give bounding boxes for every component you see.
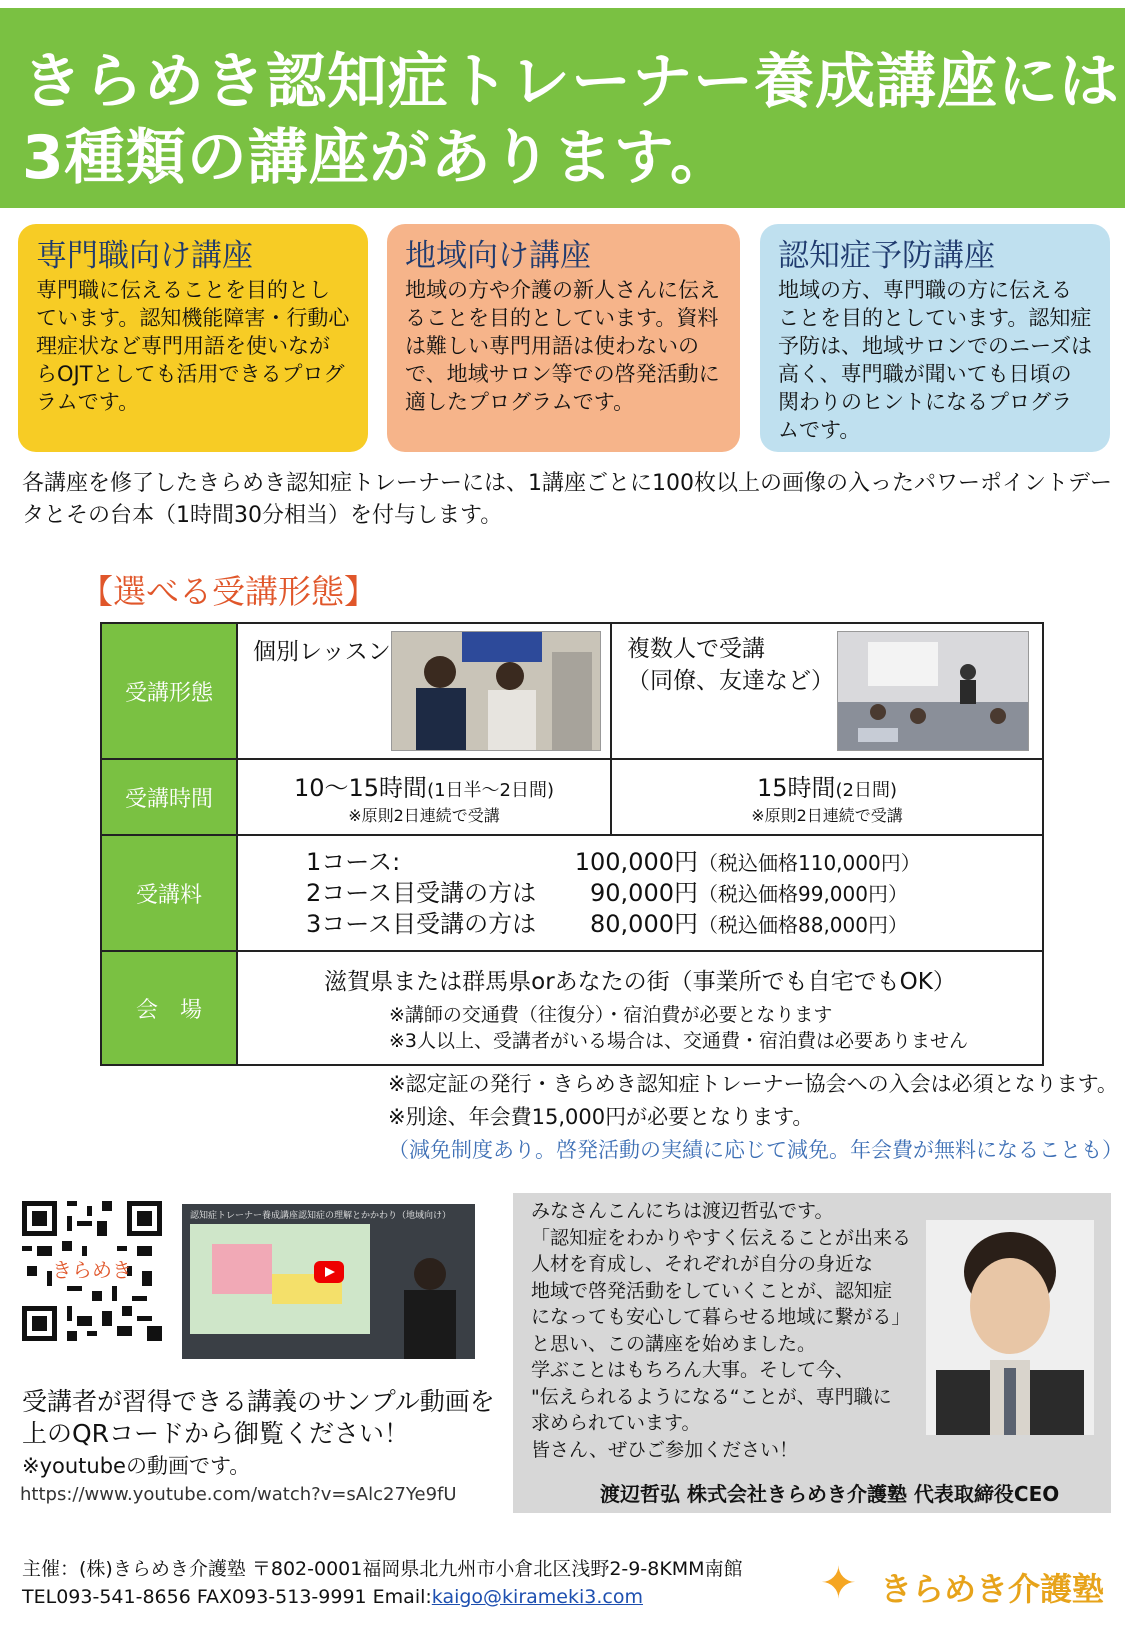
signature: 渡辺哲弘 株式会社きらめき介護塾 代表取締役CEO bbox=[600, 1482, 1060, 1506]
venue-cell bbox=[237, 951, 1043, 1065]
message-line: 人材を育成し、それぞれが自分の身近な bbox=[531, 1253, 874, 1275]
row-label-time: 受講時間 bbox=[101, 759, 237, 835]
fee-price: 100,000円 bbox=[574, 847, 698, 876]
individual-lesson-label: 個別レッスン bbox=[253, 639, 391, 665]
message-line: みなさんこんにちは渡辺哲弘です。 bbox=[531, 1200, 834, 1222]
sample-video-text: 受講者が習得できる講義のサンプル動画を上のQRコードから御覧ください！ bbox=[22, 1387, 495, 1448]
video-title: 認知症トレーナー養成講座認知症の理解とかかわり（地域向け） bbox=[190, 1211, 452, 1221]
time-individual-cell bbox=[237, 759, 611, 835]
course-format-table bbox=[100, 622, 1044, 1066]
group-lesson-label bbox=[627, 633, 834, 697]
message-line: 「認知症をわかりやすく伝えることが出来る bbox=[531, 1226, 912, 1249]
course-description: 地域の方、専門職の方に伝えることを目的としています。認知症予防は、地域サロンでのニーズは高く、専門職が聞いても日頃の関わりのヒントになるプログラムです。 bbox=[778, 278, 1092, 442]
course-card-professional bbox=[18, 224, 368, 452]
venue-main: 滋賀県または群馬県orあなたの街（事業所でも自宅でもOK） bbox=[324, 968, 956, 995]
youtube-note: ※youtubeの動画です。 bbox=[22, 1454, 251, 1478]
venue-note: ※講師の交通費（往復分）・宿泊費が必要となります bbox=[389, 1003, 833, 1026]
time-individual-sub: (1日半～2日間) bbox=[427, 780, 555, 801]
time-group-main: 15時間 bbox=[756, 774, 836, 802]
message-line: 皆さん、ぜひご参加ください！ bbox=[531, 1438, 799, 1461]
group-lesson-cell bbox=[611, 623, 1043, 759]
qr-code[interactable] bbox=[22, 1200, 162, 1342]
table-row bbox=[101, 951, 1043, 1065]
membership-notes bbox=[388, 1068, 1123, 1167]
message-line: になっても安心して暮らせる地域に繋がる」 bbox=[531, 1306, 911, 1328]
fee-label: 1コース: bbox=[306, 847, 401, 876]
portrait-illustration bbox=[926, 1220, 1094, 1435]
sample-video-thumbnail[interactable] bbox=[182, 1204, 475, 1359]
footer-phone-fax: TEL093-541-8656 FAX093-513-9991 Email: bbox=[22, 1586, 432, 1608]
message-line: "伝えられるようになる“ことが、専門職に bbox=[531, 1385, 892, 1408]
individual-lesson-photo bbox=[391, 631, 601, 751]
message-line: 学ぶことはもちろん大事。そして今、 bbox=[531, 1359, 855, 1381]
fee-label: 2コース目受講の方は bbox=[306, 878, 537, 907]
group-lesson-line2: （同僚、友達など） bbox=[627, 668, 834, 694]
course-title: 専門職向け講座 bbox=[36, 238, 253, 274]
note-certification: ※認定証の発行・きらめき認知症トレーナー協会への入会は必須となります。 bbox=[388, 1072, 1118, 1096]
page-title-line2: 3種類の講座があります。 bbox=[22, 123, 731, 193]
time-individual-main: 10～15時間 bbox=[293, 774, 428, 802]
section-title: 【選べる受講形態】 bbox=[80, 572, 377, 611]
lesson-photo-illustration bbox=[392, 632, 600, 750]
email-link[interactable]: kaigo@kirameki3.com bbox=[431, 1586, 643, 1608]
brand-logo bbox=[820, 1556, 1115, 1616]
course-title: 認知症予防講座 bbox=[778, 238, 995, 274]
sparkle-icon: ✦ bbox=[820, 1558, 857, 1609]
fee-price: 90,000円 bbox=[590, 878, 698, 907]
row-label-fee: 受講料 bbox=[101, 835, 237, 951]
time-individual bbox=[239, 768, 609, 803]
venue-notes bbox=[239, 1002, 1041, 1054]
course-description: 専門職に伝えることを目的としています。認知機能障害・行動心理症状など専門用語を使いながらOJTとしても活用できるプログラムです。 bbox=[36, 278, 350, 414]
venue-note: ※3人以上、受講者がいる場合は、交通費・宿泊費は必要ありません bbox=[389, 1029, 969, 1052]
fee-tax: （税込価格99,000円） bbox=[698, 881, 908, 906]
time-individual-note: ※原則2日連続で受講 bbox=[348, 806, 500, 825]
table-row bbox=[101, 759, 1043, 835]
page-title bbox=[22, 44, 1120, 196]
header-banner bbox=[0, 8, 1125, 208]
time-group bbox=[613, 768, 1041, 803]
fee-tax: （税込価格110,000円） bbox=[698, 850, 921, 875]
row-label-form: 受講形態 bbox=[101, 623, 237, 759]
logo-text: きらめき介護塾 bbox=[880, 1570, 1105, 1608]
footer-contact bbox=[22, 1583, 743, 1611]
time-group-cell bbox=[611, 759, 1043, 835]
page-title-line1: きらめき認知症トレーナー養成講座には bbox=[22, 47, 1120, 117]
course-card-community bbox=[387, 224, 740, 452]
message-text bbox=[531, 1198, 931, 1463]
qr-label: きらめき bbox=[52, 1258, 132, 1282]
row-label-venue: 会 場 bbox=[101, 951, 237, 1065]
fee-line bbox=[306, 878, 1041, 909]
fee-label: 3コース目受講の方は bbox=[306, 909, 537, 938]
group-lesson-photo bbox=[837, 631, 1029, 751]
fee-tax: （税込価格88,000円） bbox=[698, 912, 908, 937]
course-description: 地域の方や介護の新人さんに伝えることを目的としています。資料は難しい専門用語は使わないので、地域サロン等での啓発活動に適したプログラムです。 bbox=[405, 278, 720, 414]
note-annual-fee: ※別途、年会費15,000円が必要となります。 bbox=[388, 1105, 814, 1129]
table-row bbox=[101, 835, 1043, 951]
footer bbox=[22, 1555, 743, 1611]
course-card-prevention bbox=[760, 224, 1110, 452]
fee-line bbox=[306, 909, 1041, 940]
time-group-note: ※原則2日連続で受講 bbox=[751, 806, 903, 825]
message-line: 求められています。 bbox=[531, 1412, 701, 1434]
fee-line bbox=[306, 847, 1041, 878]
message-line: 地域で啓発活動をしていくことが、認知症 bbox=[531, 1279, 893, 1302]
footer-organizer: 主催：(株)きらめき介護塾 〒802-0001福岡県北九州市小倉北区浅野2-9-8KMM南館 bbox=[22, 1558, 743, 1580]
play-icon[interactable] bbox=[314, 1261, 344, 1283]
intro-paragraph: 各講座を修了したきらめき認知症トレーナーには、1講座ごとに100枚以上の画像の入ったパワーポイントデータとその台本（1時間30分相当）を付与します。 bbox=[22, 471, 1112, 528]
presenter-portrait bbox=[926, 1220, 1094, 1435]
course-title: 地域向け講座 bbox=[405, 238, 591, 274]
note-reduction: （減免制度あり。啓発活動の実績に応じて減免。年会費が無料になることも） bbox=[388, 1138, 1123, 1162]
time-group-sub: (2日間) bbox=[835, 780, 898, 801]
message-line: と思い、この講座を始めました。 bbox=[531, 1332, 817, 1355]
table-row bbox=[101, 623, 1043, 759]
video-url-link[interactable]: https://www.youtube.com/watch?v=sAlc27Ye9fU bbox=[20, 1484, 457, 1505]
fee-price: 80,000円 bbox=[590, 909, 698, 938]
individual-lesson-cell bbox=[237, 623, 611, 759]
fee-cell bbox=[237, 835, 1043, 951]
group-lesson-line1: 複数人で受講 bbox=[627, 636, 765, 662]
seminar-photo-illustration bbox=[838, 632, 1028, 750]
